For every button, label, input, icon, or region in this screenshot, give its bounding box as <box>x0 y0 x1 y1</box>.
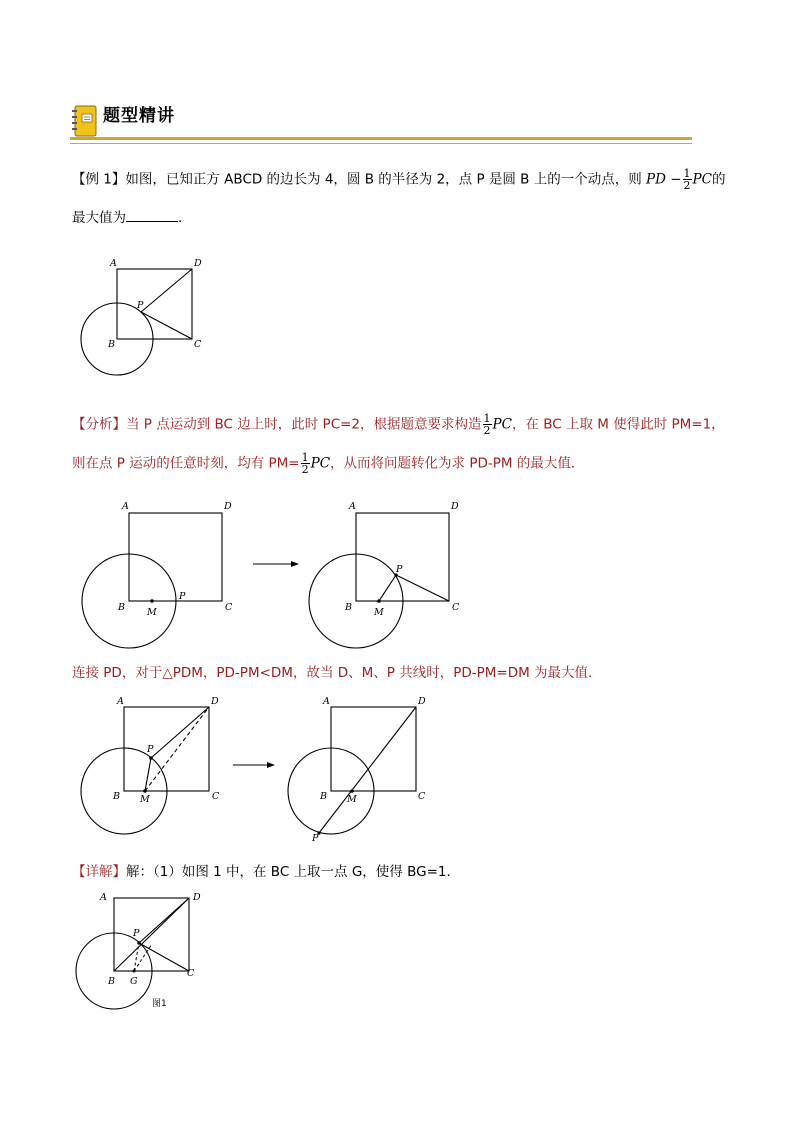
label-G: G <box>130 976 138 987</box>
label-M: M <box>147 607 157 618</box>
label-C: C <box>187 968 195 979</box>
label-M: M <box>140 794 150 805</box>
label-B: B <box>118 602 125 613</box>
figure-connect-left <box>75 692 235 842</box>
page-title: 题型精讲 <box>103 106 175 126</box>
label-D: D <box>418 696 426 707</box>
example-text: 如图，已知正方 ABCD 的边长为 4，圆 B 的半径为 2，点 P 是圆 B 上的一个动点，则 <box>125 171 642 188</box>
example-fraction: $\frac{1}{2}$ <box>683 167 691 192</box>
label-D: D <box>193 892 201 903</box>
arrow-icon <box>252 558 300 570</box>
label-B: B <box>345 602 352 613</box>
label-P: P <box>179 591 186 602</box>
example-expr-pre: PD − <box>646 171 682 188</box>
label-B: B <box>320 791 327 802</box>
label-C: C <box>418 791 426 802</box>
label-A: A <box>323 696 330 707</box>
label-B: B <box>108 976 115 987</box>
header-rule-thin <box>70 143 692 144</box>
connect-line: 连接 PD，对于△PDM，PD-PM<DM，故当 D、M、P 共线时，PD-PM=DM 为最大值． <box>72 665 602 681</box>
label-D: D <box>194 258 202 269</box>
example-line-2: 最大值为 ． <box>72 207 192 229</box>
detail-line: 【详解】解：（1）如图 1 中，在 BC 上取一点 G，使得 BG=1． <box>72 864 460 880</box>
arrow-icon <box>232 759 276 771</box>
label-M: M <box>347 794 357 805</box>
answer-blank <box>126 207 178 222</box>
figure-analysis-left <box>75 497 245 652</box>
example-expr-post: PC <box>692 171 712 188</box>
analysis-tag: 【分析】 <box>72 416 126 433</box>
label-P: P <box>133 928 140 939</box>
analysis-line-1: 【分析】当 P 点运动到 BC 边上时，此时 PC=2，根据题意要求构造 $\frac{1}{2}$ PC，在 BC 上取 M 使得此时 PM=1， <box>72 412 725 437</box>
label-C: C <box>225 602 233 613</box>
example-tag: 【例 1】 <box>72 171 126 188</box>
figure-1-caption: 图1 <box>152 999 167 1009</box>
figure-problem <box>70 252 220 382</box>
analysis-fraction: $\frac{1}{2}$ <box>483 412 491 437</box>
label-D: D <box>211 696 219 707</box>
label-A: A <box>117 696 124 707</box>
label-A: A <box>122 501 129 512</box>
figure-connect-right <box>283 692 443 842</box>
label-P: P <box>396 564 403 575</box>
label-A: A <box>100 892 107 903</box>
label-A: A <box>110 258 117 269</box>
label-D: D <box>451 501 459 512</box>
notebook-icon <box>72 105 98 137</box>
figure-analysis-right <box>302 497 472 652</box>
label-D: D <box>224 501 232 512</box>
label-C: C <box>212 791 220 802</box>
label-P: P <box>137 300 144 311</box>
example-line-1: 【例 1】如图，已知正方 ABCD 的边长为 4，圆 B 的半径为 2，点 P 是圆 B 上的一个动点，则 PD − $\frac{1}{2}$ PC的 <box>72 167 726 192</box>
analysis-line-2: 则在点 P 运动的任意时刻，均有 PM= $\frac{1}{2}$ PC，从而将问题转化为求 PD-PM 的最大值． <box>72 451 585 476</box>
label-P: P <box>147 744 154 755</box>
detail-tag: 【详解】 <box>72 864 126 880</box>
header-rule <box>70 137 692 140</box>
analysis-fraction-2: $\frac{1}{2}$ <box>301 451 309 476</box>
label-C: C <box>452 602 460 613</box>
label-B: B <box>108 339 115 350</box>
label-A: A <box>349 501 356 512</box>
label-P: P <box>312 833 319 842</box>
label-B: B <box>113 791 120 802</box>
figure-1 <box>70 886 210 1016</box>
label-C: C <box>194 339 202 350</box>
label-M: M <box>374 607 384 618</box>
